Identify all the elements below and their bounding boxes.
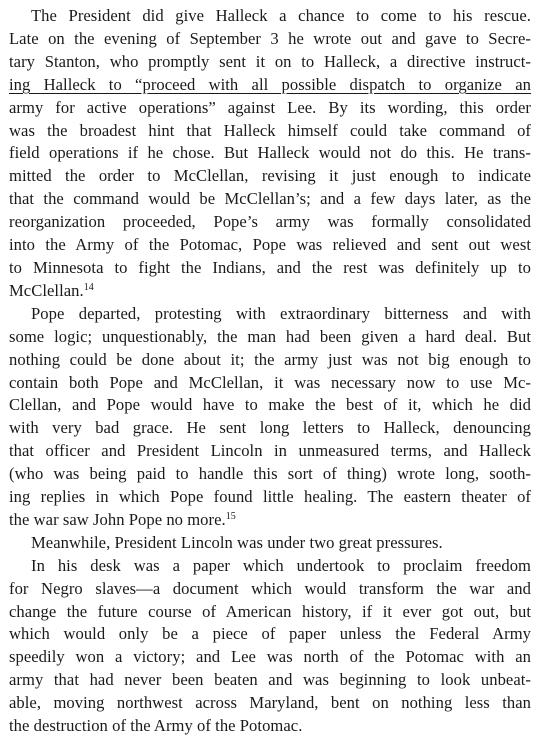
text-line: Meanwhile, President Lincoln was under two great pressures. <box>31 532 443 552</box>
text-line: which would only be a piece of paper unless the Federal Army <box>9 624 531 644</box>
text-line: into the Army of the Potomac, Pope was relieved and sent out west <box>9 235 531 255</box>
text-line: Clellan, and Pope would have to make the best of it, which he did <box>9 395 531 415</box>
paragraph-emancipation <box>9 555 531 738</box>
text-line: Pope departed, protesting with extraordinary bitterness and with <box>31 303 531 323</box>
book-page <box>9 5 531 738</box>
text-line <box>9 509 531 532</box>
text-line: to Minnesota to fight the Indians, and the rest was definitely up to <box>9 257 531 277</box>
text-line: with very bad grace. He sent long letters to Halleck, denouncing <box>9 418 531 438</box>
paragraph-halleck-directive <box>9 5 531 303</box>
text-line: reorganization proceeded, Pope’s army was formally consolidated <box>9 212 531 232</box>
paragraph-two-pressures <box>9 532 531 555</box>
text-line: able, moving northwest across Maryland, bent on nothing less than <box>9 693 531 713</box>
text-line: change the future course of American history, if it ever got out, but <box>9 601 531 621</box>
text-line: for Negro slaves—a document which would transform the war and <box>9 578 531 598</box>
text-line: Late on the evening of September 3 he wrote out and gave to Secre- <box>9 28 531 48</box>
text-line-underlined: ing Halleck to “proceed with all possible dispatch to organize an <box>9 74 531 94</box>
text-line: was the broadest hint that Halleck himself could take command of <box>9 120 531 140</box>
text-line <box>9 280 531 303</box>
text-line: army for active operations” against Lee. By its wording, this order <box>9 97 531 117</box>
text-line: the destruction of the Army of the Potomac. <box>9 716 303 736</box>
text-line: In his desk was a paper which undertook to proclaim freedom <box>31 555 531 575</box>
text-line: tary Stanton, who promptly sent it on to Halleck, a directive instruct- <box>9 51 531 71</box>
text-line: that officer and President Lincoln in unmeasured terms, and Halleck <box>9 441 531 461</box>
text-line: mitted the order to McClellan, revising it just enough to indicate <box>9 166 531 186</box>
text-line: some logic; unquestionably, the man had been given a hard deal. But <box>9 326 531 346</box>
text-line: The President did give Halleck a chance to come to his rescue. <box>31 6 531 25</box>
footnote-marker: 15 <box>225 510 236 522</box>
text-line-content: the war saw John Pope no more. <box>9 509 226 529</box>
text-line-content: McClellan. <box>9 280 84 300</box>
paragraph-pope-departed <box>9 303 531 532</box>
text-line: contain both Pope and McClellan, it was necessary now to use Mc- <box>9 372 531 392</box>
text-line: nothing could be done about it; the army just was not big enough to <box>9 349 531 369</box>
text-line: army that had never been beaten and was beginning to look unbeat- <box>9 670 531 690</box>
text-line: (who was being paid to handle this sort of thing) wrote long, sooth- <box>9 464 531 484</box>
text-line: that the command would be McClellan’s; and a few days later, as the <box>9 189 531 209</box>
text-line: ing replies in which Pope found little healing. The eastern theater of <box>9 487 531 507</box>
footnote-marker: 14 <box>83 281 94 293</box>
text-line: field operations if he chose. But Halleck would not do this. He trans- <box>9 143 531 163</box>
text-line: speedily won a victory; and Lee was north of the Potomac with an <box>9 647 531 667</box>
